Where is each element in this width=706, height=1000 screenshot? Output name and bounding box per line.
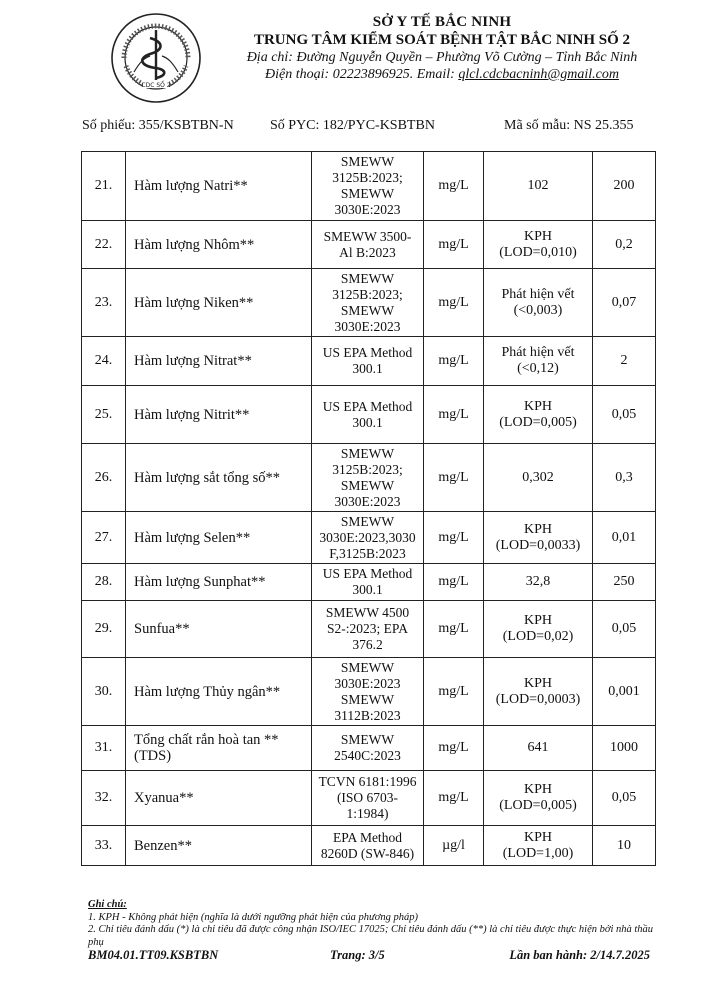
test-method: US EPA Method 300.1 bbox=[312, 386, 424, 444]
limit: 0,07 bbox=[593, 269, 656, 337]
header-text bbox=[212, 14, 672, 83]
result: 32,8 bbox=[484, 564, 593, 601]
unit: mg/L bbox=[424, 601, 484, 658]
parameter-name: Hàm lượng Natri** bbox=[126, 152, 312, 221]
test-method: SMEWW 3125B:2023; SMEWW 3030E:2023 bbox=[312, 152, 424, 221]
result: KPH (LOD=0,0033) bbox=[484, 512, 593, 564]
limit: 0,01 bbox=[593, 512, 656, 564]
row-number: 24. bbox=[82, 337, 126, 386]
test-method: TCVN 6181:1996 (ISO 6703- 1:1984) bbox=[312, 771, 424, 826]
unit: mg/L bbox=[424, 771, 484, 826]
row-number: 29. bbox=[82, 601, 126, 658]
form-code: BM04.01.TT09.KSBTBN bbox=[88, 948, 219, 962]
row-number: 32. bbox=[82, 771, 126, 826]
table-row bbox=[82, 444, 656, 512]
so-phieu: Số phiếu: 355/KSBTBN-N bbox=[82, 118, 234, 133]
contact-line bbox=[212, 67, 672, 83]
table-row bbox=[82, 658, 656, 726]
unit: mg/L bbox=[424, 726, 484, 771]
parameter-name: Benzen** bbox=[126, 826, 312, 866]
result: KPH (LOD=0,010) bbox=[484, 221, 593, 269]
phone: Điện thoại: 02223896925. Email: bbox=[265, 67, 459, 82]
row-number: 21. bbox=[82, 152, 126, 221]
result: Phát hiện vết (<0,12) bbox=[484, 337, 593, 386]
table-row bbox=[82, 726, 656, 771]
page-footer bbox=[88, 948, 658, 964]
row-number: 26. bbox=[82, 444, 126, 512]
so-pyc: Số PYC: 182/PYC-KSBTBN bbox=[270, 118, 435, 133]
table-row bbox=[82, 337, 656, 386]
limit: 250 bbox=[593, 564, 656, 601]
result: 0,302 bbox=[484, 444, 593, 512]
test-method: US EPA Method 300.1 bbox=[312, 337, 424, 386]
parameter-name: Hàm lượng Nitrit** bbox=[126, 386, 312, 444]
limit: 0,2 bbox=[593, 221, 656, 269]
row-number: 23. bbox=[82, 269, 126, 337]
unit: mg/L bbox=[424, 269, 484, 337]
limit: 1000 bbox=[593, 726, 656, 771]
unit: mg/L bbox=[424, 564, 484, 601]
unit: µg/l bbox=[424, 826, 484, 866]
note-1: 1. KPH - Không phát hiện (nghĩa là dưới ngưỡng phát hiện của phương pháp) bbox=[88, 911, 419, 923]
test-method: EPA Method 8260D (SW-846) bbox=[312, 826, 424, 866]
row-number: 30. bbox=[82, 658, 126, 726]
results-table bbox=[81, 151, 656, 866]
parameter-name: Hàm lượng Nitrat** bbox=[126, 337, 312, 386]
row-number: 28. bbox=[82, 564, 126, 601]
table-row bbox=[82, 564, 656, 601]
result: KPH (LOD=0,02) bbox=[484, 601, 593, 658]
cdc-logo bbox=[110, 12, 202, 104]
svg-text:CDC SỐ 2: CDC SỐ 2 bbox=[141, 82, 171, 89]
row-number: 33. bbox=[82, 826, 126, 866]
table-row bbox=[82, 771, 656, 826]
parameter-name: Sunfua** bbox=[126, 601, 312, 658]
document-ids bbox=[60, 118, 660, 140]
result: KPH (LOD=0,005) bbox=[484, 386, 593, 444]
parameter-name: Tổng chất rắn hoà tan ** (TDS) bbox=[126, 726, 312, 771]
unit: mg/L bbox=[424, 444, 484, 512]
note-2: 2. Chỉ tiêu đánh dấu (*) là chỉ tiêu đã được công nhận ISO/IEC 17025; Chỉ tiêu đánh dấu (**) là chỉ tiêu được thực hiện bởi nhà thầu phụ bbox=[88, 924, 654, 948]
table-row bbox=[82, 152, 656, 221]
table-row bbox=[82, 221, 656, 269]
notes-title: Ghi chú: bbox=[88, 899, 127, 910]
unit: mg/L bbox=[424, 386, 484, 444]
unit: mg/L bbox=[424, 337, 484, 386]
test-method: SMEWW 2540C:2023 bbox=[312, 726, 424, 771]
limit: 2 bbox=[593, 337, 656, 386]
parameter-name: Hàm lượng sắt tổng số** bbox=[126, 444, 312, 512]
test-method: SMEWW 3125B:2023; SMEWW 3030E:2023 bbox=[312, 444, 424, 512]
table-row bbox=[82, 512, 656, 564]
parameter-name: Hàm lượng Sunphat** bbox=[126, 564, 312, 601]
result: 102 bbox=[484, 152, 593, 221]
row-number: 27. bbox=[82, 512, 126, 564]
result: KPH (LOD=1,00) bbox=[484, 826, 593, 866]
parameter-name: Hàm lượng Niken** bbox=[126, 269, 312, 337]
parameter-name: Hàm lượng Thủy ngân** bbox=[126, 658, 312, 726]
limit: 0,05 bbox=[593, 386, 656, 444]
limit: 0,05 bbox=[593, 771, 656, 826]
parameter-name: Hàm lượng Nhôm** bbox=[126, 221, 312, 269]
email-link[interactable]: qlcl.cdcbacninh@gmail.com bbox=[458, 67, 619, 82]
result: KPH (LOD=0,0003) bbox=[484, 658, 593, 726]
test-method: SMEWW 4500 S2-:2023; EPA 376.2 bbox=[312, 601, 424, 658]
result: 641 bbox=[484, 726, 593, 771]
row-number: 22. bbox=[82, 221, 126, 269]
ma-so-mau: Mã số mẫu: NS 25.355 bbox=[504, 118, 634, 133]
table-row bbox=[82, 269, 656, 337]
unit: mg/L bbox=[424, 221, 484, 269]
issue-info: Lần ban hành: 2/14.7.2025 bbox=[509, 948, 650, 962]
limit: 10 bbox=[593, 826, 656, 866]
table-row bbox=[82, 386, 656, 444]
test-method: SMEWW 3030E:2023,3030 F,3125B:2023 bbox=[312, 512, 424, 564]
limit: 0,3 bbox=[593, 444, 656, 512]
limit: 0,001 bbox=[593, 658, 656, 726]
parameter-name: Xyanua** bbox=[126, 771, 312, 826]
notes-section bbox=[88, 899, 658, 949]
unit: mg/L bbox=[424, 152, 484, 221]
limit: 0,05 bbox=[593, 601, 656, 658]
test-method: SMEWW 3125B:2023; SMEWW 3030E:2023 bbox=[312, 269, 424, 337]
test-method: US EPA Method 300.1 bbox=[312, 564, 424, 601]
test-method: SMEWW 3030E:2023 SMEWW 3112B:2023 bbox=[312, 658, 424, 726]
department-name: SỞ Y TẾ BẮC NINH bbox=[372, 14, 512, 30]
unit: mg/L bbox=[424, 658, 484, 726]
unit: mg/L bbox=[424, 512, 484, 564]
result: Phát hiện vết (<0,003) bbox=[484, 269, 593, 337]
address: Địa chỉ: Đường Nguyễn Quyền – Phường Võ Cường – Tỉnh Bắc Ninh bbox=[246, 50, 638, 65]
page-number: Trang: 3/5 bbox=[330, 948, 385, 962]
result: KPH (LOD=0,005) bbox=[484, 771, 593, 826]
document-header bbox=[0, 0, 706, 110]
parameter-name: Hàm lượng Selen** bbox=[126, 512, 312, 564]
table-row bbox=[82, 601, 656, 658]
table-row bbox=[82, 826, 656, 866]
row-number: 25. bbox=[82, 386, 126, 444]
row-number: 31. bbox=[82, 726, 126, 771]
test-method: SMEWW 3500- Al B:2023 bbox=[312, 221, 424, 269]
limit: 200 bbox=[593, 152, 656, 221]
center-name: TRUNG TÂM KIỂM SOÁT BỆNH TẬT BẮC NINH SỐ 2 bbox=[253, 32, 631, 48]
